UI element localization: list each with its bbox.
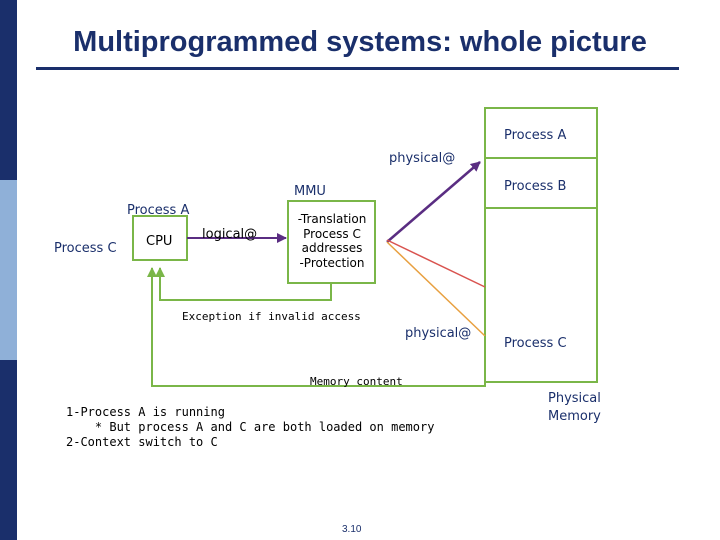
memory-content-label: Memory content: [310, 375, 403, 388]
exception-label: Exception if invalid access: [182, 310, 361, 323]
page-title: Multiprogrammed systems: whole picture: [73, 26, 647, 58]
cpu-process-a-label: Process A: [127, 203, 190, 218]
cpu-label: CPU: [146, 234, 173, 249]
note-line-2: * But process A and C are both loaded on memory: [66, 420, 435, 434]
mmu-body: -Translation Process C addresses -Protection: [297, 212, 367, 270]
mmu-title: MMU: [294, 184, 326, 199]
physical-address-bottom-label: physical@: [405, 326, 472, 341]
note-line-1: 1-Process A is running: [66, 405, 225, 419]
physical-address-top-label: physical@: [389, 151, 456, 166]
cpu-process-c-label: Process C: [54, 241, 117, 256]
memory-process-a-label: Process A: [504, 128, 567, 143]
page-number: 3.10: [342, 524, 362, 535]
physical-arrow-top: [387, 162, 480, 242]
physical-memory-label: Physical Memory: [548, 391, 601, 424]
physical-line-orange: [387, 242, 485, 336]
physical-line-red: [387, 240, 485, 287]
note-line-3: 2-Context switch to C: [66, 435, 218, 449]
logical-address-label: logical@: [202, 227, 258, 242]
memory-process-b-label: Process B: [504, 179, 567, 194]
memory-process-c-label: Process C: [504, 336, 567, 351]
